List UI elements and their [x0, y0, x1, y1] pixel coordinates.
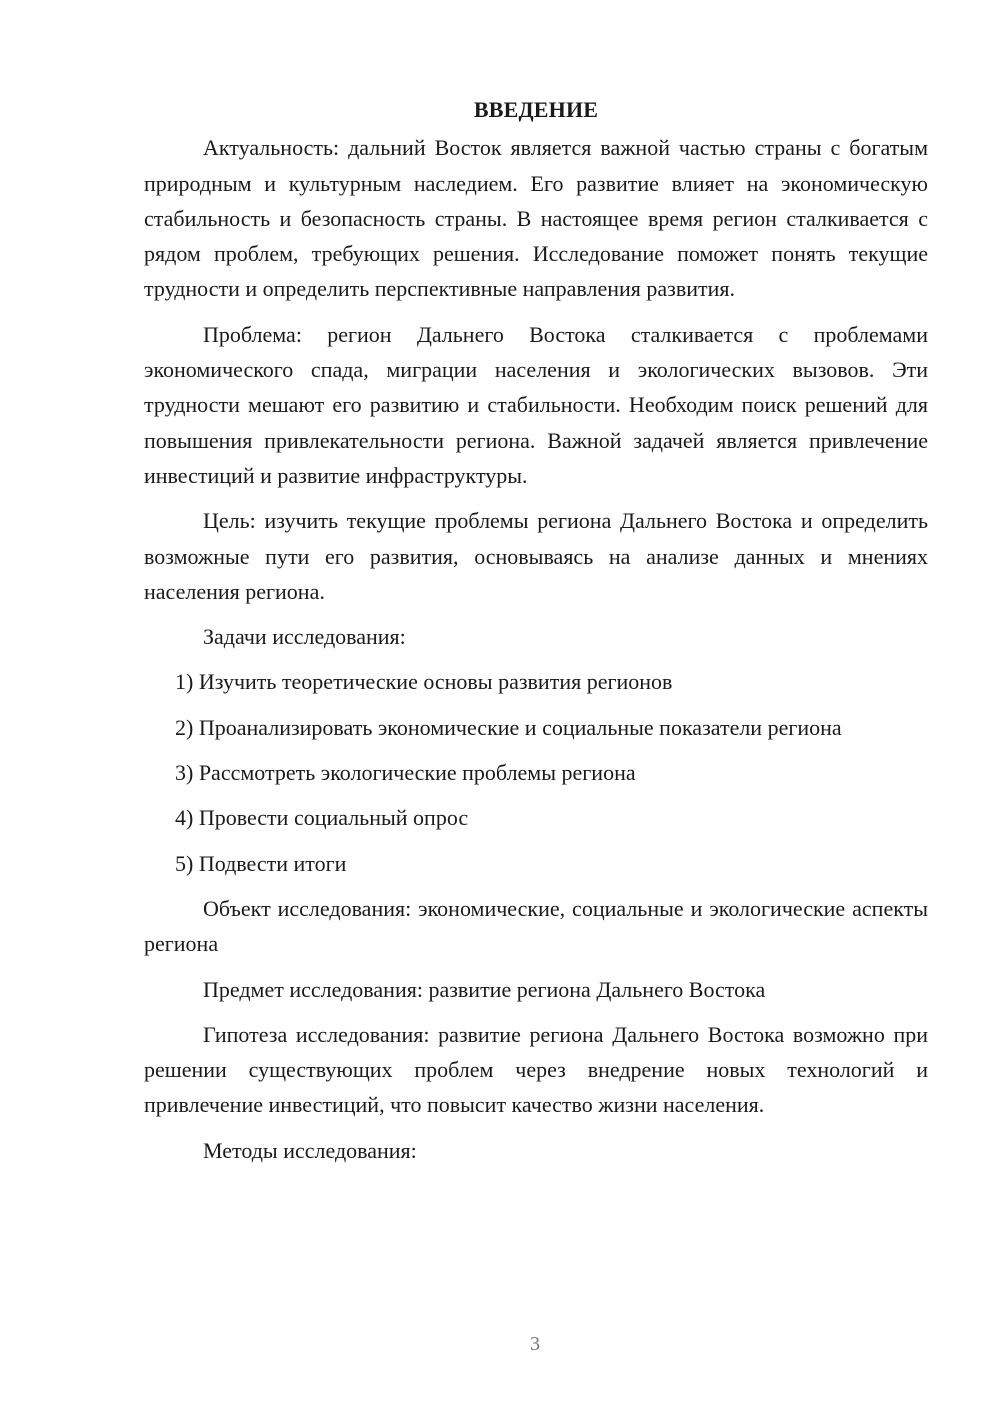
relevance-paragraph: Актуальность: дальний Восток является важной частью страны с богатым природным и культурным наследием. Его развитие влияет на экономическую стабильность и безопасность страны. В настоящее время регион сталкивается с рядом проблем, требующих решения. Исследование поможет понять текущие трудности и определить перспективные направления развития.: [144, 135, 928, 302]
object-paragraph: Объект исследования: экономические, социальные и экологические аспекты региона: [144, 895, 928, 957]
document-page: [144, 92, 928, 1178]
task-item-5: 5) Подвести итоги: [175, 850, 347, 876]
problem-paragraph: Проблема: регион Дальнего Востока сталкивается с проблемами экономического спада, миграции населения и экологических вызовов. Эти трудности мешают его развитию и стабильности. Необходим поиск решений для повышения привлекательности региона. Важной задачей является привлечение инвестиций и развитие инфраструктуры.: [144, 321, 928, 488]
methods-heading: Методы исследования:: [203, 1137, 417, 1163]
subject-paragraph: Предмет исследования: развитие региона Дальнего Востока: [203, 976, 766, 1002]
task-item-3: 3) Рассмотреть экологические проблемы региона: [175, 760, 636, 786]
task-item-2: 2) Проанализировать экономические и социальные показатели региона: [175, 714, 842, 740]
page-number: 3: [530, 1333, 540, 1355]
hypothesis-paragraph: Гипотеза исследования: развитие региона Дальнего Востока возможно при решении существующих проблем через внедрение новых технологий и привлечение инвестиций, что повысит качество жизни населения.: [144, 1021, 928, 1118]
task-item-1: 1) Изучить теоретические основы развития регионов: [175, 669, 673, 695]
page-title: ВВЕДЕНИЕ: [473, 97, 599, 122]
goal-paragraph: Цель: изучить текущие проблемы региона Дальнего Востока и определить возможные пути его развития, основываясь на анализе данных и мнениях населения региона.: [144, 508, 928, 604]
task-item-4: 4) Провести социальный опрос: [175, 805, 469, 831]
tasks-heading: Задачи исследования:: [203, 624, 406, 650]
